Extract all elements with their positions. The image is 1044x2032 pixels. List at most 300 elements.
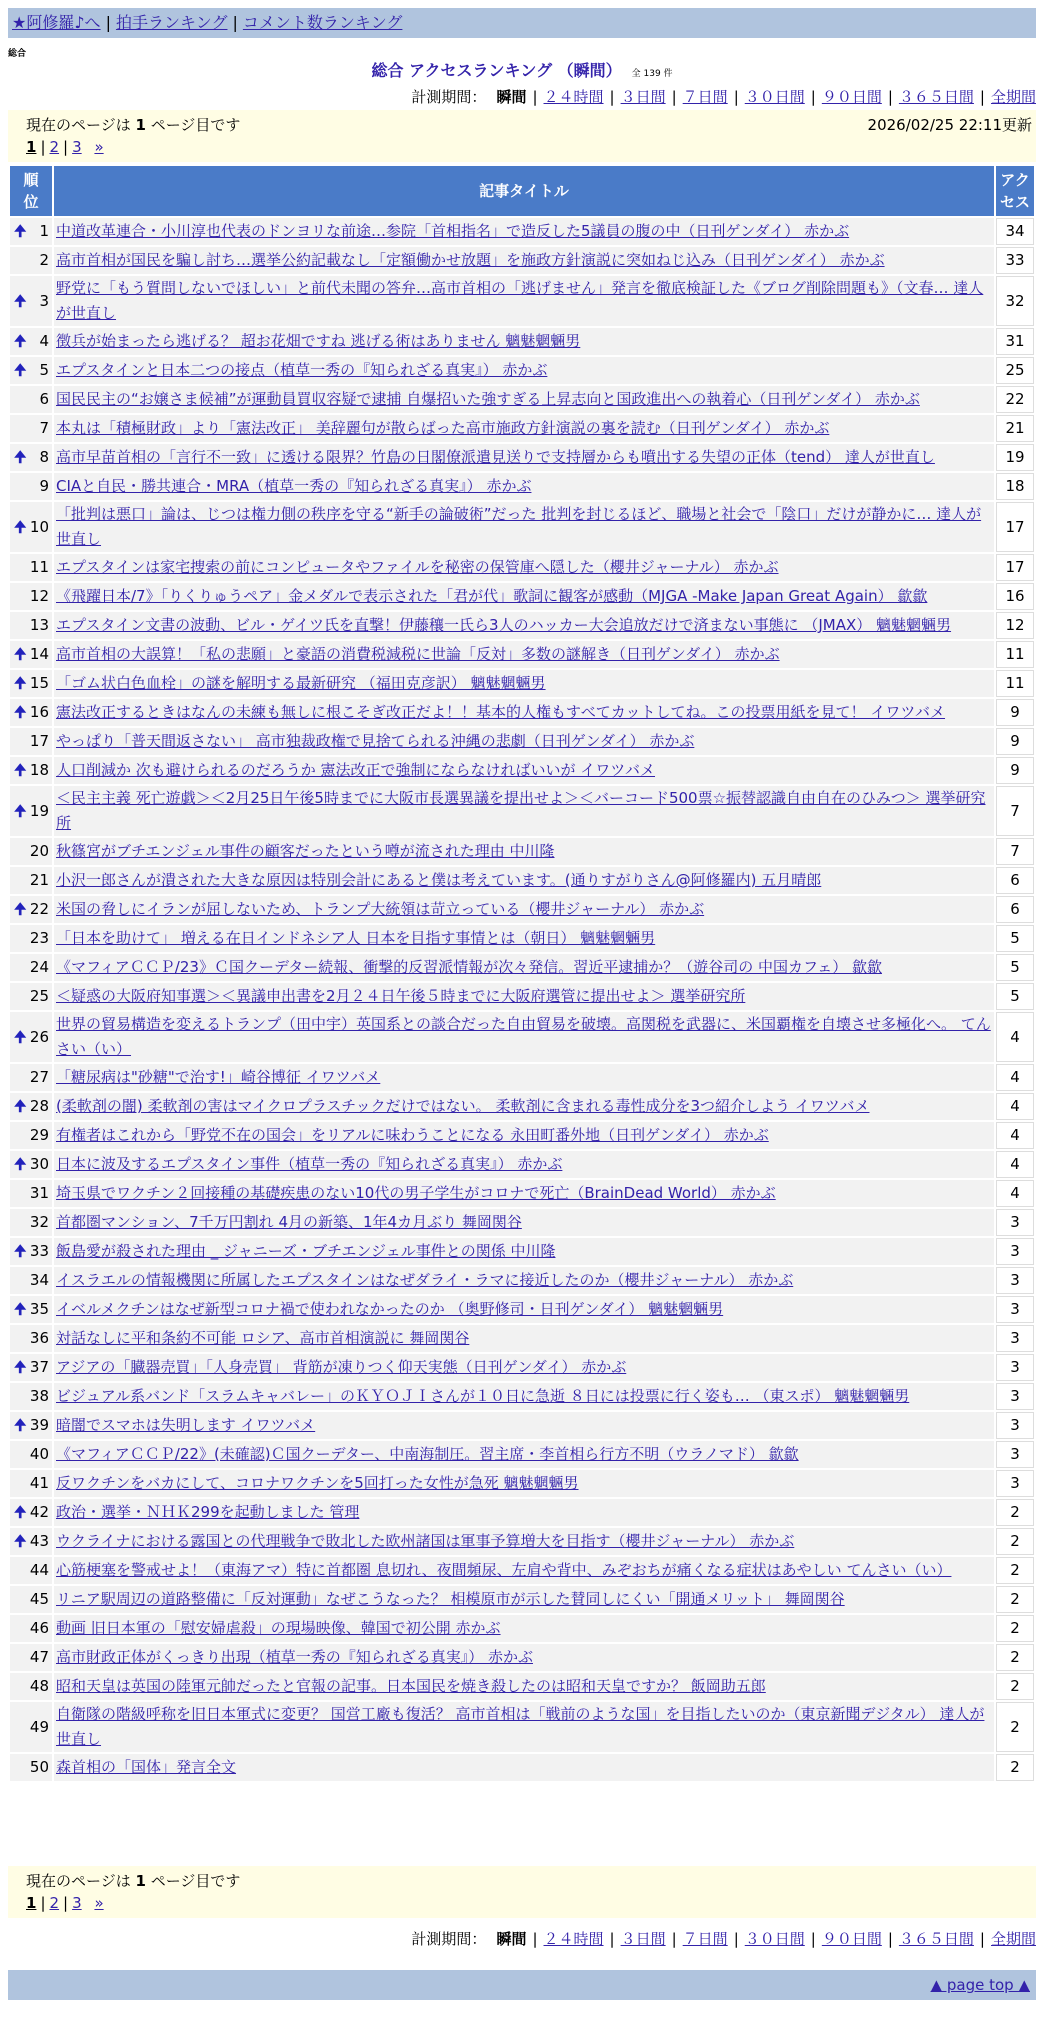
arrow-up-icon: 🠉 bbox=[14, 1097, 27, 1115]
period-separator: | bbox=[887, 88, 893, 106]
rank-number: 27 bbox=[29, 1068, 49, 1086]
table-row bbox=[10, 1470, 1034, 1497]
arrow-up-icon: 🠉 bbox=[14, 761, 27, 779]
title-cell bbox=[54, 1180, 994, 1207]
access-count: 9 bbox=[996, 728, 1034, 755]
rank-cell bbox=[10, 1499, 52, 1526]
rank-cell bbox=[10, 1673, 52, 1700]
title-cell bbox=[54, 1151, 994, 1178]
title-cell bbox=[54, 1383, 994, 1410]
nav-separator: | bbox=[105, 13, 111, 32]
rank-cell bbox=[10, 1702, 52, 1752]
arrow-up-icon: 🠉 bbox=[14, 361, 27, 379]
article-title-link[interactable]: ＜民主主義 死亡遊戯＞＜2月25日午後5時までに大阪市長選異議を提出せよ＞＜バーコード500票☆振替認識自由自在のひみつ＞ 選挙研究所 bbox=[56, 789, 986, 832]
ranking-table-body bbox=[10, 218, 1034, 1781]
title-cell bbox=[54, 1644, 994, 1671]
article-title-link[interactable]: 国民民主の“お嬢さま候補”が運動員買収容疑で逮捕 自爆招いた強すぎる上昇志向と国政進出への執着心（日刊ゲンダイ） 赤かぶ bbox=[56, 390, 920, 408]
current-page-suffix: ページ目です bbox=[150, 1872, 241, 1890]
pagination-page-3[interactable]: 3 bbox=[72, 1894, 82, 1912]
title-cell bbox=[54, 218, 994, 245]
article-title-link[interactable]: 森首相の「国体」発言全文 bbox=[56, 1758, 237, 1776]
rank-cell bbox=[10, 583, 52, 610]
rank-number: 26 bbox=[29, 1027, 49, 1046]
article-title-link[interactable]: やっぱり「普天間返さない」 高市独裁政権で見捨てられる沖縄の悲劇（日刊ゲンダイ） 赤かぶ bbox=[56, 732, 695, 750]
period-90d[interactable]: ９０日間 bbox=[821, 1930, 882, 1948]
title-cell bbox=[54, 1064, 994, 1091]
rank-cell bbox=[10, 218, 52, 245]
period-separator: | bbox=[532, 1930, 538, 1948]
article-title-link[interactable]: 心筋梗塞を警戒せよ！（東海アマ）特に首都圏 息切れ、夜間頻尿、左肩や背中、みぞおちが痛くなる症状はあやしい てんさい（い） bbox=[56, 1561, 952, 1579]
header-access-label: アクセス bbox=[999, 171, 1030, 211]
period-7d[interactable]: ７日間 bbox=[682, 1930, 728, 1948]
article-title-link[interactable]: イベルメクチンはなぜ新型コロナ禍で使われなかったのか （奥野修司・日刊ゲンダイ） 魑魅魍魎男 bbox=[56, 1300, 724, 1318]
rank-cell bbox=[10, 554, 52, 581]
table-row bbox=[10, 1122, 1034, 1149]
title-cell bbox=[54, 867, 994, 894]
access-count: 4 bbox=[996, 1064, 1034, 1091]
rank-cell bbox=[10, 1180, 52, 1207]
period-separator: | bbox=[609, 88, 615, 106]
page-top-link[interactable]: ▲ page top ▲ bbox=[930, 1976, 1030, 1994]
article-title-link[interactable]: 政治・選挙・ＮＨＫ299を起動しました 管理 bbox=[56, 1503, 360, 1521]
rank-number: 48 bbox=[29, 1677, 49, 1695]
rank-cell bbox=[10, 1093, 52, 1120]
rank-number: 16 bbox=[29, 703, 49, 721]
period-separator: | bbox=[671, 88, 677, 106]
title-cell bbox=[54, 757, 994, 784]
article-title-link[interactable]: 《マフィアＣＣＰ/23》Ｃ国クーデター続報、衝撃的反習派情報が次々発信。習近平逮捕か？（遊谷司の 中国カフェ） 歙歙 bbox=[56, 958, 882, 976]
pagination-page-3[interactable]: 3 bbox=[72, 138, 82, 156]
title-cell bbox=[54, 1441, 994, 1468]
header-title: 記事タイトル bbox=[54, 166, 994, 216]
nav-link-applause-ranking[interactable]: 拍手ランキング bbox=[115, 13, 228, 32]
table-row bbox=[10, 1702, 1034, 1752]
period-separator: | bbox=[887, 1930, 893, 1948]
article-title-link[interactable]: ビジュアル系バンド「スラムキャバレー」のＫＹＯＪＩさんが１０日に急逝 ８日には投票に行く姿も… （東スポ） 魑魅魍魎男 bbox=[56, 1387, 910, 1405]
article-title-link[interactable]: 《飛躍日本/7》「りくりゅうペア」金メダルで表示された「君が代」歌詞に観客が感動（MJGA -Make Japan Great Again） 歙歙 bbox=[56, 587, 928, 605]
rank-number: 19 bbox=[29, 801, 49, 820]
rank-number: 23 bbox=[29, 929, 49, 947]
title-cell bbox=[54, 1557, 994, 1584]
period-separator: | bbox=[810, 88, 816, 106]
period-365d[interactable]: ３６５日間 bbox=[898, 1930, 974, 1948]
rank-cell bbox=[10, 1012, 52, 1062]
table-row bbox=[10, 867, 1034, 894]
title-cell bbox=[54, 386, 994, 413]
title-cell bbox=[54, 247, 994, 274]
article-title-link[interactable]: 日本に波及するエプスタイン事件（植草一秀の『知られざる真実』） 赤かぶ bbox=[56, 1155, 563, 1173]
arrow-up-icon: 🠉 bbox=[14, 703, 27, 721]
table-row bbox=[10, 1586, 1034, 1613]
pagination-page-2[interactable]: 2 bbox=[49, 138, 60, 156]
article-title-link[interactable]: ＜疑惑の大阪府知事選＞＜異議申出書を2月２４日午後５時までに大阪府選管に提出せよ＞ 選挙研究所 bbox=[56, 987, 746, 1005]
period-90d[interactable]: ９０日間 bbox=[821, 88, 882, 106]
rank-number: 46 bbox=[29, 1619, 49, 1637]
rank-cell bbox=[10, 786, 52, 836]
period-selector-bottom bbox=[411, 1928, 1036, 1949]
period-3d[interactable]: ３日間 bbox=[620, 1930, 666, 1948]
article-title-link[interactable]: エプスタインと日本二つの接点（植草一秀の『知られざる真実』） 赤かぶ bbox=[56, 361, 548, 379]
rank-number: 40 bbox=[29, 1445, 49, 1463]
current-page-text bbox=[26, 1870, 240, 1891]
rank-number: 35 bbox=[29, 1300, 49, 1318]
access-count: 6 bbox=[996, 896, 1034, 923]
rank-number: 47 bbox=[29, 1648, 49, 1666]
table-row bbox=[10, 1267, 1034, 1294]
rank-number: 3 bbox=[39, 291, 49, 310]
title-cell bbox=[54, 786, 994, 836]
title-cell bbox=[54, 670, 994, 697]
rank-cell bbox=[10, 838, 52, 865]
rank-number: 8 bbox=[39, 448, 49, 466]
access-count: 3 bbox=[996, 1354, 1034, 1381]
arrow-up-icon: 🠉 bbox=[14, 1027, 27, 1046]
table-row bbox=[10, 757, 1034, 784]
article-title-link[interactable]: 昭和天皇は英国の陸軍元帥だったと官報の記事。日本国民を焼き殺したのは昭和天皇ですか？ 飯岡助五郎 bbox=[56, 1677, 766, 1695]
period-7d[interactable]: ７日間 bbox=[682, 88, 728, 106]
rank-cell bbox=[10, 328, 52, 355]
current-page-text bbox=[26, 114, 240, 135]
rank-cell bbox=[10, 757, 52, 784]
table-header-row bbox=[10, 166, 1034, 216]
rank-cell bbox=[10, 1586, 52, 1613]
article-title-link[interactable]: 本丸は「積極財政」より「憲法改正」 美辞麗句が散らばった高市施政方針演説の裏を読む（日刊ゲンダイ） 赤かぶ bbox=[56, 419, 830, 437]
table-row bbox=[10, 1238, 1034, 1265]
rank-cell bbox=[10, 1296, 52, 1323]
rank-number: 11 bbox=[29, 558, 49, 576]
article-title-link[interactable]: ウクライナにおける露国との代理戦争で敗北した欧州諸国は軍事予算増大を目指す（櫻井ジャーナル） 赤かぶ bbox=[56, 1532, 795, 1550]
table-row bbox=[10, 983, 1034, 1010]
rank-cell bbox=[10, 1238, 52, 1265]
access-count: 3 bbox=[996, 1238, 1034, 1265]
article-title-link[interactable]: 飯島愛が殺された理由 _ ジャニーズ・ブチエンジェル事件との関係 中川隆 bbox=[56, 1242, 556, 1260]
period-label: 計測期間： bbox=[411, 88, 487, 106]
rank-cell bbox=[10, 444, 52, 471]
article-title-link[interactable]: 秋篠宮がブチエンジェル事件の顧客だったという噂が流された理由 中川隆 bbox=[56, 842, 555, 860]
rank-number: 22 bbox=[29, 900, 49, 918]
article-title-link[interactable]: エプスタインは家宅捜索の前にコンピュータやファイルを秘密の保管庫へ隠した（櫻井ジャーナル） 赤かぶ bbox=[56, 558, 779, 576]
period-365d[interactable]: ３６５日間 bbox=[898, 88, 974, 106]
access-count: 4 bbox=[996, 1180, 1034, 1207]
rank-number: 17 bbox=[29, 732, 49, 750]
rank-cell bbox=[10, 386, 52, 413]
table-row bbox=[10, 838, 1034, 865]
table-row bbox=[10, 247, 1034, 274]
table-row bbox=[10, 1209, 1034, 1236]
access-count: 31 bbox=[996, 328, 1034, 355]
pagination-separator: | bbox=[63, 1894, 69, 1912]
arrow-up-icon: 🠉 bbox=[14, 1358, 27, 1376]
arrow-up-icon: 🠉 bbox=[14, 1416, 27, 1434]
nav-separator: | bbox=[232, 13, 238, 32]
arrow-up-icon: 🠉 bbox=[14, 1155, 27, 1173]
title-cell bbox=[54, 612, 994, 639]
title-cell bbox=[54, 983, 994, 1010]
article-title-link[interactable]: 対話なしに平和条約不可能 ロシア、高市首相演説に 舞岡関谷 bbox=[56, 1329, 470, 1347]
rank-cell bbox=[10, 247, 52, 274]
table-row bbox=[10, 444, 1034, 471]
article-title-link[interactable]: 徴兵が始まったら逃げる？ 超お花畑ですね 逃げる術はありません 魑魅魍魎男 bbox=[56, 332, 581, 350]
rank-number: 10 bbox=[29, 517, 49, 536]
title-cell bbox=[54, 1122, 994, 1149]
title-cell bbox=[54, 1238, 994, 1265]
rank-cell bbox=[10, 612, 52, 639]
article-title-link[interactable]: アジアの「臓器売買」「人身売買」 背筋が凍りつく仰天実態（日刊ゲンダイ） 赤かぶ bbox=[56, 1358, 627, 1376]
article-title-link[interactable]: 「日本を助けて」 増える在日インドネシア人 日本を目指す事情とは（朝日） 魑魅魍魎男 bbox=[56, 929, 656, 947]
access-count: 5 bbox=[996, 954, 1034, 981]
title-cell bbox=[54, 838, 994, 865]
title-cell bbox=[54, 925, 994, 952]
access-count: 3 bbox=[996, 1441, 1034, 1468]
title-cell bbox=[54, 583, 994, 610]
article-title-link[interactable]: 中道改革連合・小川淳也代表のドンヨリな前途…参院「首相指名」で造反した5議員の腹の中（日刊ゲンダイ） 赤かぶ bbox=[56, 222, 850, 240]
pagination-next[interactable]: » bbox=[94, 138, 104, 156]
title-cell bbox=[54, 415, 994, 442]
access-count: 4 bbox=[996, 1093, 1034, 1120]
header-rank-label: 順位 bbox=[23, 171, 39, 211]
pagination-top bbox=[26, 138, 104, 156]
table-row bbox=[10, 554, 1034, 581]
article-title-link[interactable]: エプスタイン文書の波動、ビル・ゲイツ氏を直撃！伊藤穰一氏ら3人のハッカー大会追放だけで済まない事態に （JMAX） 魑魅魍魎男 bbox=[56, 616, 952, 634]
pagination-separator: | bbox=[63, 138, 69, 156]
article-title-link[interactable]: 動画 旧日本軍の「慰安婦虐殺」の現場映像、韓国で初公開 赤かぶ bbox=[56, 1619, 501, 1637]
table-row bbox=[10, 218, 1034, 245]
period-3d[interactable]: ３日間 bbox=[620, 88, 666, 106]
rank-number: 45 bbox=[29, 1590, 49, 1608]
access-count: 2 bbox=[996, 1702, 1034, 1752]
current-page-prefix: 現在のページは bbox=[26, 1872, 131, 1890]
article-title-link[interactable]: (柔軟剤の闇) 柔軟剤の害はマイクロプラスチックだけではない。 柔軟剤に含まれる毒性成分を3つ紹介しよう イワツバメ bbox=[56, 1097, 870, 1115]
article-title-link[interactable]: 高市財政正体がくっきり出現（植草一秀の『知られざる真実』） 赤かぶ bbox=[56, 1648, 533, 1666]
access-count: 7 bbox=[996, 786, 1034, 836]
title-cell bbox=[54, 728, 994, 755]
table-row bbox=[10, 1383, 1034, 1410]
total-count: 全 139 件 bbox=[631, 69, 673, 79]
period-30d[interactable]: ３０日間 bbox=[744, 1930, 805, 1948]
period-24h[interactable]: ２４時間 bbox=[543, 88, 604, 106]
rank-cell bbox=[10, 276, 52, 326]
rank-cell bbox=[10, 1644, 52, 1671]
arrow-up-icon: 🠉 bbox=[14, 332, 27, 350]
pagination-page-2[interactable]: 2 bbox=[49, 1894, 60, 1912]
article-title-link[interactable]: 《マフィアＣＣＰ/22》(未確認)Ｃ国クーデター、中南海制圧。習主席・李首相ら行方不明（ウラノマド） 歙歙 bbox=[56, 1445, 799, 1463]
table-row bbox=[10, 415, 1034, 442]
period-separator: | bbox=[609, 1930, 615, 1948]
access-count: 21 bbox=[996, 415, 1034, 442]
rank-number: 24 bbox=[29, 958, 49, 976]
table-row bbox=[10, 670, 1034, 697]
rank-number: 12 bbox=[29, 587, 49, 605]
rank-cell bbox=[10, 983, 52, 1010]
rank-number: 18 bbox=[29, 761, 49, 779]
article-title-link[interactable]: 自衛隊の階級呼称を旧日本軍式に変更？ 国営工廠も復活？ 高市首相は「戦前のような国」を目指したいのか（東京新聞デジタル） 達人が世直し bbox=[56, 1705, 985, 1748]
table-row bbox=[10, 1180, 1034, 1207]
period-all[interactable]: 全期間 bbox=[990, 1930, 1036, 1948]
access-count: 4 bbox=[996, 1151, 1034, 1178]
rank-cell bbox=[10, 1122, 52, 1149]
rank-cell bbox=[10, 867, 52, 894]
article-title-link[interactable]: 反ワクチンをバカにして、コロナワクチンを5回打った女性が急死 魑魅魍魎男 bbox=[56, 1474, 579, 1492]
access-count: 2 bbox=[996, 1528, 1034, 1555]
rank-cell bbox=[10, 1151, 52, 1178]
title-cell bbox=[54, 1412, 994, 1439]
nav-link-comment-ranking[interactable]: コメント数ランキング bbox=[242, 13, 403, 32]
article-title-link[interactable]: CIAと自民・勝共連合・MRA（植草一秀の『知られざる真実』） 赤かぶ bbox=[56, 477, 532, 495]
rank-cell bbox=[10, 1470, 52, 1497]
rank-cell bbox=[10, 1209, 52, 1236]
title-cell bbox=[54, 641, 994, 668]
article-title-link[interactable]: イスラエルの情報機関に所属したエプスタインはなぜダライ・ラマに接近したのか（櫻井ジャーナル） 赤かぶ bbox=[56, 1271, 794, 1289]
top-nav-bar bbox=[8, 8, 1036, 38]
pagination-next[interactable]: » bbox=[94, 1894, 104, 1912]
article-title-link[interactable]: 憲法改正するときはなんの未練も無しに根こそぎ改正だよ！！基本的人権もすべてカットしてね。この投票用紙を見て！ イワツバメ bbox=[56, 703, 946, 721]
section-label: 総合 bbox=[8, 49, 27, 59]
page-title: 総合 アクセスランキング （瞬間） bbox=[371, 61, 622, 80]
title-cell bbox=[54, 554, 994, 581]
rank-number: 25 bbox=[29, 987, 49, 1005]
period-separator: | bbox=[979, 88, 985, 106]
title-cell bbox=[54, 444, 994, 471]
title-cell bbox=[54, 1267, 994, 1294]
title-cell bbox=[54, 1586, 994, 1613]
table-row bbox=[10, 1325, 1034, 1352]
pagination-separator: | bbox=[40, 1894, 46, 1912]
table-row bbox=[10, 1412, 1034, 1439]
current-page-number: 1 bbox=[135, 116, 146, 134]
current-page-prefix: 現在のページは bbox=[26, 116, 131, 134]
rank-cell bbox=[10, 1325, 52, 1352]
table-row bbox=[10, 1296, 1034, 1323]
rank-cell bbox=[10, 699, 52, 726]
table-row bbox=[10, 357, 1034, 384]
rank-number: 20 bbox=[29, 842, 49, 860]
table-row bbox=[10, 1499, 1034, 1526]
rank-cell bbox=[10, 502, 52, 552]
access-count: 2 bbox=[996, 1644, 1034, 1671]
period-separator: | bbox=[532, 88, 538, 106]
table-row bbox=[10, 473, 1034, 500]
access-count: 4 bbox=[996, 1012, 1034, 1062]
access-count: 3 bbox=[996, 1296, 1034, 1323]
rank-number: 42 bbox=[29, 1503, 49, 1521]
article-title-link[interactable]: 高市早苗首相の「言行不一致」に透ける限界？竹島の日閣僚派遣見送りで支持層からも噴出する失望の正体（tend） 達人が世直し bbox=[56, 448, 935, 466]
rank-cell bbox=[10, 473, 52, 500]
rank-cell bbox=[10, 954, 52, 981]
article-title-link[interactable]: リニア駅周辺の道路整備に「反対運動」なぜこうなった？ 相模原市が示した賛同しにくい「開通メリット」 舞岡関谷 bbox=[56, 1590, 845, 1608]
title-cell bbox=[54, 1528, 994, 1555]
access-count: 17 bbox=[996, 502, 1034, 552]
article-title-link[interactable]: 「ゴム状白色血栓」の謎を解明する最新研究 （福田克彦訳） 魑魅魍魎男 bbox=[56, 674, 546, 692]
period-all[interactable]: 全期間 bbox=[990, 88, 1036, 106]
access-count: 18 bbox=[996, 473, 1034, 500]
rank-number: 30 bbox=[29, 1155, 49, 1173]
pagination-current: 1 bbox=[26, 138, 37, 156]
page-title-row bbox=[0, 58, 1044, 81]
table-row bbox=[10, 583, 1034, 610]
period-24h[interactable]: ２４時間 bbox=[543, 1930, 604, 1948]
article-title-link[interactable]: 小沢一郎さんが潰された大きな原因は特別会計にあると僕は考えています。(通りすがりさん@阿修羅内) 五月晴郎 bbox=[56, 871, 822, 889]
access-count: 2 bbox=[996, 1557, 1034, 1584]
article-title-link[interactable]: 「糖尿病は"砂糖"で治す!」崎谷博征 イワツバメ bbox=[56, 1068, 381, 1086]
article-title-link[interactable]: 埼玉県でワクチン２回接種の基礎疾患のない10代の男子学生がコロナで死亡（BrainDead World） 赤かぶ bbox=[56, 1184, 776, 1202]
rank-number: 29 bbox=[29, 1126, 49, 1144]
nav-link-ashura[interactable]: ★阿修羅♪へ bbox=[12, 13, 101, 32]
access-count: 3 bbox=[996, 1383, 1034, 1410]
title-cell bbox=[54, 699, 994, 726]
access-count: 3 bbox=[996, 1267, 1034, 1294]
period-30d[interactable]: ３０日間 bbox=[744, 88, 805, 106]
table-row bbox=[10, 1754, 1034, 1781]
table-row bbox=[10, 328, 1034, 355]
rank-number: 49 bbox=[29, 1717, 49, 1736]
article-title-link[interactable]: 米国の脅しにイランが屈しないため、トランプ大統領は苛立っている（櫻井ジャーナル） 赤かぶ bbox=[56, 900, 705, 918]
rank-number: 41 bbox=[29, 1474, 49, 1492]
access-count: 16 bbox=[996, 583, 1034, 610]
table-row bbox=[10, 1673, 1034, 1700]
rank-number: 21 bbox=[29, 871, 49, 889]
article-title-link[interactable]: 人口削減か 次も避けられるのだろうか 憲法改正で強制にならなければいいが イワツバメ bbox=[56, 761, 656, 779]
access-count: 9 bbox=[996, 757, 1034, 784]
period-separator: | bbox=[733, 1930, 739, 1948]
access-count: 3 bbox=[996, 1325, 1034, 1352]
access-count: 2 bbox=[996, 1615, 1034, 1642]
pagination-separator: | bbox=[40, 138, 46, 156]
table-row bbox=[10, 728, 1034, 755]
access-count: 17 bbox=[996, 554, 1034, 581]
access-count: 3 bbox=[996, 1209, 1034, 1236]
title-cell bbox=[54, 1754, 994, 1781]
table-row bbox=[10, 1354, 1034, 1381]
arrow-up-icon: 🠉 bbox=[14, 900, 27, 918]
table-row bbox=[10, 276, 1034, 326]
table-row bbox=[10, 641, 1034, 668]
rank-number: 14 bbox=[29, 645, 49, 663]
table-row bbox=[10, 699, 1034, 726]
article-title-link[interactable]: 世界の貿易構造を変えるトランプ（田中宇）英国系との談合だった自由貿易を破壊。高関税を武器に、米国覇権を自壊させ多極化へ。 てんさい（い） bbox=[56, 1015, 991, 1058]
rank-number: 7 bbox=[39, 419, 49, 437]
article-title-link[interactable]: 首都圏マンション、7千万円割れ 4月の新築、1年4カ月ぶり 舞岡関谷 bbox=[56, 1213, 522, 1231]
article-title-link[interactable]: 「批判は悪口」論は、じつは権力側の秩序を守る“新手の論破術”だった 批判を封じるほど、職場と社会で「陰口」だけが静かに… 達人が世直し bbox=[56, 505, 982, 548]
bottom-bar bbox=[8, 1970, 1036, 2000]
header-access bbox=[996, 166, 1034, 216]
article-title-link[interactable]: 野党に「もう質問しないでほしい」と前代未聞の答弁…高市首相の「逃げません」発言を徹底検証した《ブログ削除問題も》（文春… 達人が世直し bbox=[56, 279, 984, 322]
access-count: 7 bbox=[996, 838, 1034, 865]
arrow-up-icon: 🠉 bbox=[14, 291, 27, 310]
rank-number: 9 bbox=[39, 477, 49, 495]
title-cell bbox=[54, 1499, 994, 1526]
rank-number: 43 bbox=[29, 1532, 49, 1550]
period-separator: | bbox=[810, 1930, 816, 1948]
article-title-link[interactable]: 高市首相の大誤算！「私の悲願」と豪語の消費税減税に世論「反対」多数の謎解き（日刊ゲンダイ） 赤かぶ bbox=[56, 645, 780, 663]
article-title-link[interactable]: 高市首相が国民を騙し討ち…選挙公約記載なし「定額働かせ放題」を施政方針演説に突如ねじ込み（日刊ゲンダイ） 赤かぶ bbox=[56, 251, 885, 269]
rank-number: 13 bbox=[29, 616, 49, 634]
rank-number: 38 bbox=[29, 1387, 49, 1405]
arrow-up-icon: 🠉 bbox=[14, 1242, 27, 1260]
article-title-link[interactable]: 有権者はこれから「野党不在の国会」をリアルに味わうことになる 永田町番外地（日刊ゲンダイ） 赤かぶ bbox=[56, 1126, 769, 1144]
table-row bbox=[10, 502, 1034, 552]
ranking-table bbox=[8, 164, 1036, 1783]
rank-cell bbox=[10, 1615, 52, 1642]
period-separator: | bbox=[979, 1930, 985, 1948]
arrow-up-icon: 🠉 bbox=[14, 448, 27, 466]
arrow-up-icon: 🠉 bbox=[14, 1503, 27, 1521]
pagination-current: 1 bbox=[26, 1894, 37, 1912]
rank-cell bbox=[10, 728, 52, 755]
article-title-link[interactable]: 暗闇でスマホは失明します イワツバメ bbox=[56, 1416, 316, 1434]
current-page-number: 1 bbox=[135, 1872, 146, 1890]
table-row bbox=[10, 1615, 1034, 1642]
access-count: 9 bbox=[996, 699, 1034, 726]
